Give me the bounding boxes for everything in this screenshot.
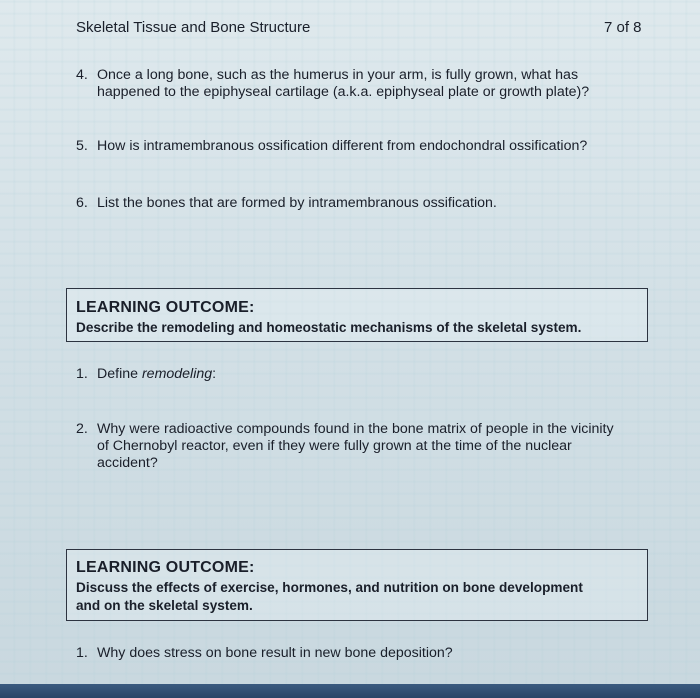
question-text-line: How is intramembranous ossification different from endochondral ossification? — [97, 138, 588, 154]
learning-outcome-box — [66, 288, 648, 342]
question-number: 5. — [76, 138, 88, 154]
question-define-remodeling — [76, 366, 476, 384]
question-number: 2. — [76, 421, 88, 437]
question-text-line: Why were radioactive compounds found in the bone matrix of people in the vicinity — [97, 421, 614, 437]
learning-outcome-heading: LEARNING OUTCOME: — [76, 559, 255, 576]
question-text-line: List the bones that are formed by intramembranous ossification. — [97, 195, 497, 211]
emphasized-term: remodeling — [141, 366, 213, 382]
screen-bottom-edge — [0, 684, 700, 698]
question-number: 1. — [76, 366, 88, 382]
question-chernobyl — [76, 421, 656, 473]
question-text — [97, 138, 587, 155]
question-5 — [76, 138, 656, 156]
page-title: Skeletal Tissue and Bone Structure — [76, 19, 311, 36]
learning-outcome-description: Describe the remodeling and homeostatic mechanisms of the skeletal system. — [76, 320, 582, 335]
question-number: 4. — [76, 67, 88, 83]
question-6 — [76, 195, 636, 213]
question-text-line: happened to the epiphyseal cartilage (a.k.a. epiphyseal plate or growth plate)? — [97, 84, 590, 100]
learning-outcome-description: Discuss the effects of exercise, hormones, and nutrition on bone development and on the skeletal system. — [76, 580, 583, 613]
question-number: 1. — [76, 645, 88, 661]
page-number: 7 of 8 — [604, 19, 642, 36]
question-stress — [76, 645, 576, 663]
question-text: Define remodeling: — [97, 366, 217, 382]
question-text — [97, 421, 614, 472]
question-text-line: Once a long bone, such as the humerus in your arm, is fully grown, what has — [97, 67, 579, 83]
learning-outcome-box — [66, 549, 648, 621]
question-text — [97, 67, 589, 101]
question-text-line: accident? — [97, 455, 158, 471]
question-number: 6. — [76, 195, 88, 211]
question-text — [97, 195, 497, 212]
question-text-line: Why does stress on bone result in new bone deposition? — [97, 645, 453, 661]
question-4 — [76, 67, 636, 103]
learning-outcome-heading: LEARNING OUTCOME: — [76, 299, 255, 316]
question-text — [97, 645, 453, 662]
question-text-line: of Chernobyl reactor, even if they were fully grown at the time of the nuclear — [97, 438, 572, 454]
